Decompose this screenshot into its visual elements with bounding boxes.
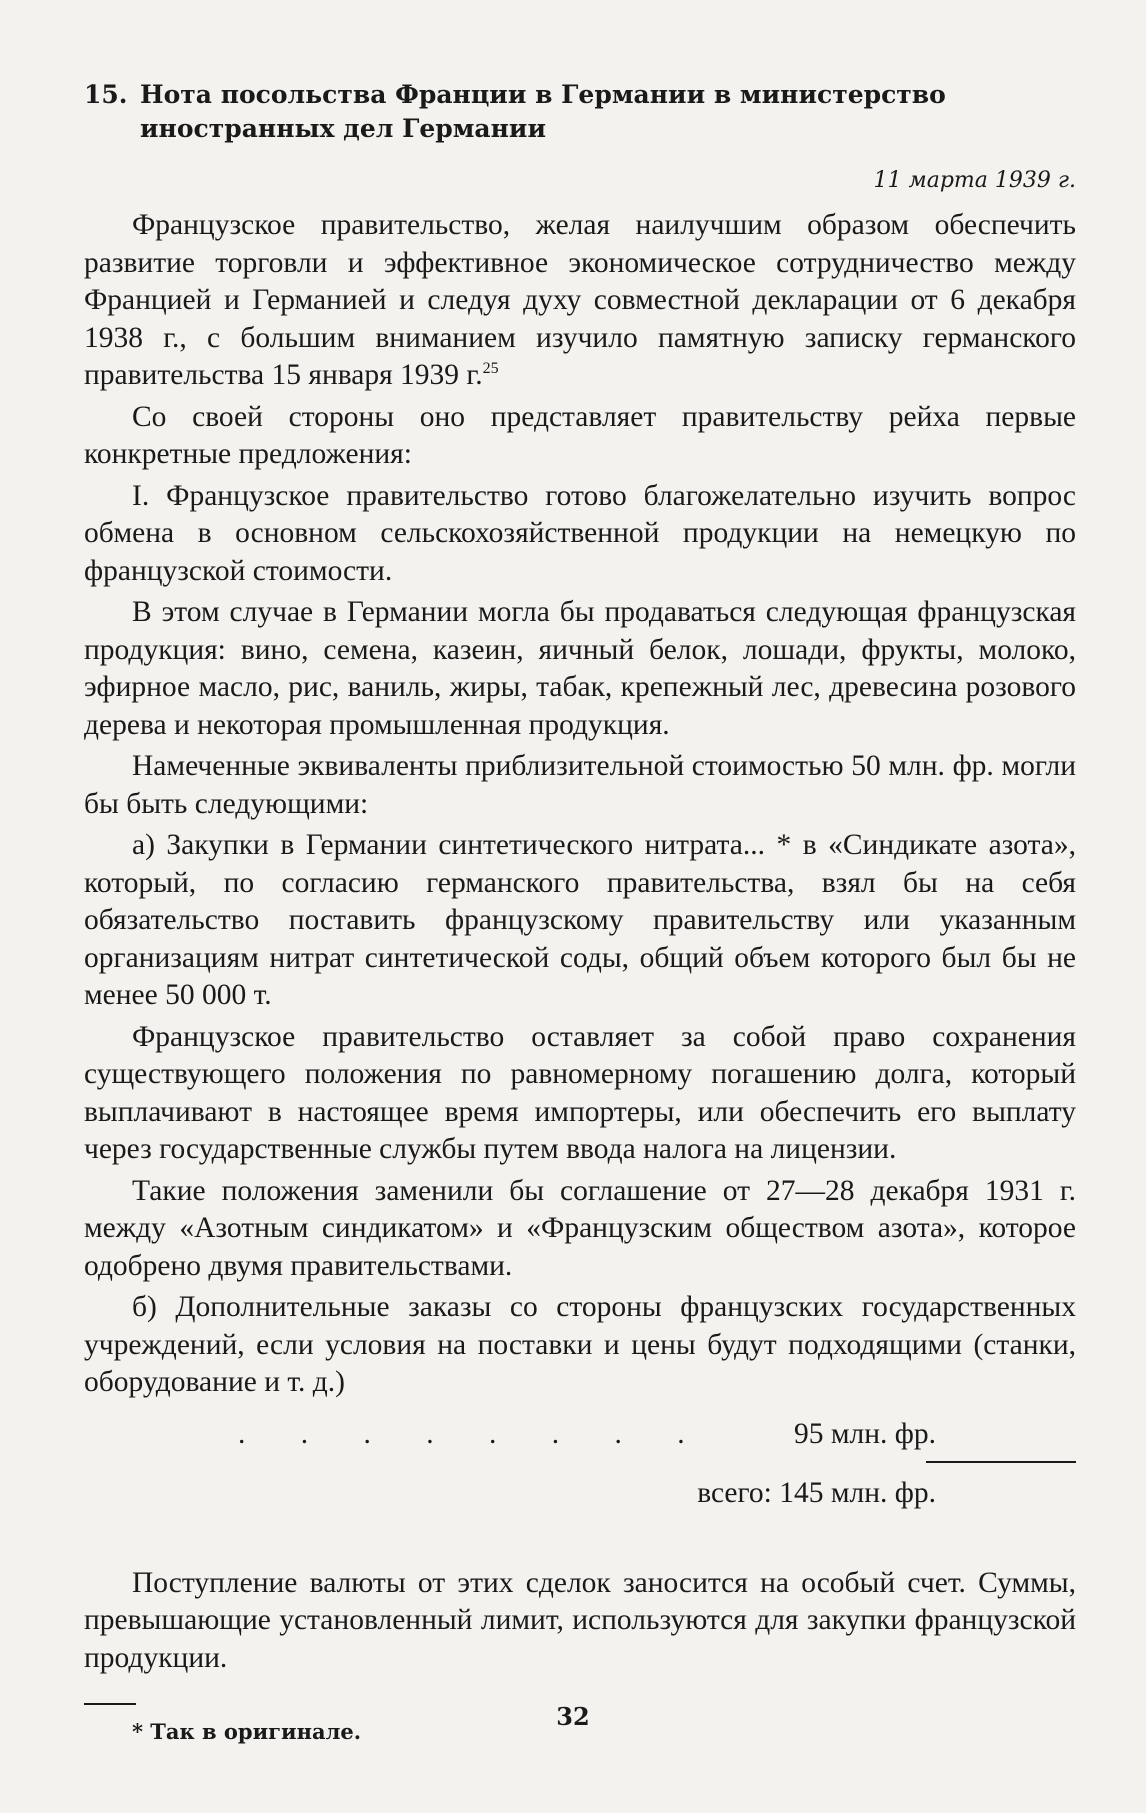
paragraph: Такие положения заменили бы соглашение от 27—28 декабря 1931 г. между «Азотным синдикатом» и «Французским обществом азота», которое одобрено двумя правительствами. — [84, 1174, 1076, 1282]
document-date: 11 марта 1939 г. — [873, 168, 1076, 193]
document-title: Нота посольства Франции в Германии в министерство иностранных дел Германии — [140, 80, 946, 143]
paragraph: а) Закупки в Германии синтетического нитрата... * в «Синдикате азота», который, по согласию германского правительства, взял бы на себя обязательство поставить французскому правительству или указанным организациям нитрат синтетической соды, общий объем которого был бы не менее 50 000 т. — [84, 829, 1076, 1011]
sum-rule — [84, 1461, 1076, 1463]
paragraph: Со своей стороны оно представляет правительству рейха первые конкретные предложения: — [84, 400, 1076, 470]
paragraph: Французское правительство, желая наилучшим образом обеспечить развитие торговли и эффективное экономическое сотрудничество между Францией и Германией и следуя духу совместной декларации от 6 декабря 1938 г., с большим вниманием изучило памятную записку германского правительства 15 января 1939 г.$^{25}$ — [84, 209, 1076, 391]
footnote: * Так в оригинале. — [132, 1719, 362, 1744]
total-amount: всего: 145 млн. фр. — [697, 1477, 936, 1509]
paragraph: В этом случае в Германии могла бы продаваться следующая французская продукция: вино, семена, казеин, яичный белок, лошади, фрукты, молоко, эфирное масло, рис, ваниль, жиры, табак, крепежный лес, древесина розового дерева и некоторая промышленная продукция. — [84, 596, 1076, 741]
document-heading — [84, 78, 1076, 146]
document-number: 15. — [84, 80, 128, 109]
sum-rule-bar — [926, 1461, 1076, 1463]
document-page — [84, 78, 1076, 1744]
footnote-reference: 25 — [482, 360, 499, 378]
page-number: 32 — [556, 1702, 590, 1731]
paragraph: б) Дополнительные заказы со стороны французских государственных учреждений, если условия на поставки и цены будут подходящими (станки, оборудование и т. д.) — [84, 1291, 1076, 1398]
subtotal-line — [84, 1416, 1076, 1454]
subtotal-amount: 95 млн. фр. — [793, 1417, 936, 1450]
closing-paragraph: Поступление валюты от этих сделок заносится на особый счет. Суммы, превышающие установленный лимит, используются для закупки французской продукции. — [84, 1566, 1076, 1674]
leader-dots: . . . . . . . . — [238, 1417, 685, 1450]
paragraph: Французское правительство оставляет за собой право сохранения существующего положения по равномерному погашению долга, который выплачивают в настоящее время импортеры, или обеспечить его выплату через государственные службы путем ввода налога на лицензии. — [84, 1020, 1076, 1165]
paragraph: Намеченные эквиваленты приблизительной стоимостью 50 млн. фр. могли бы быть следующими: — [84, 750, 1076, 820]
paragraph: I. Французское правительство готово благожелательно изучить вопрос обмена в основном сельскохозяйственной продукции на немецкую по французской стоимости. — [84, 479, 1076, 587]
